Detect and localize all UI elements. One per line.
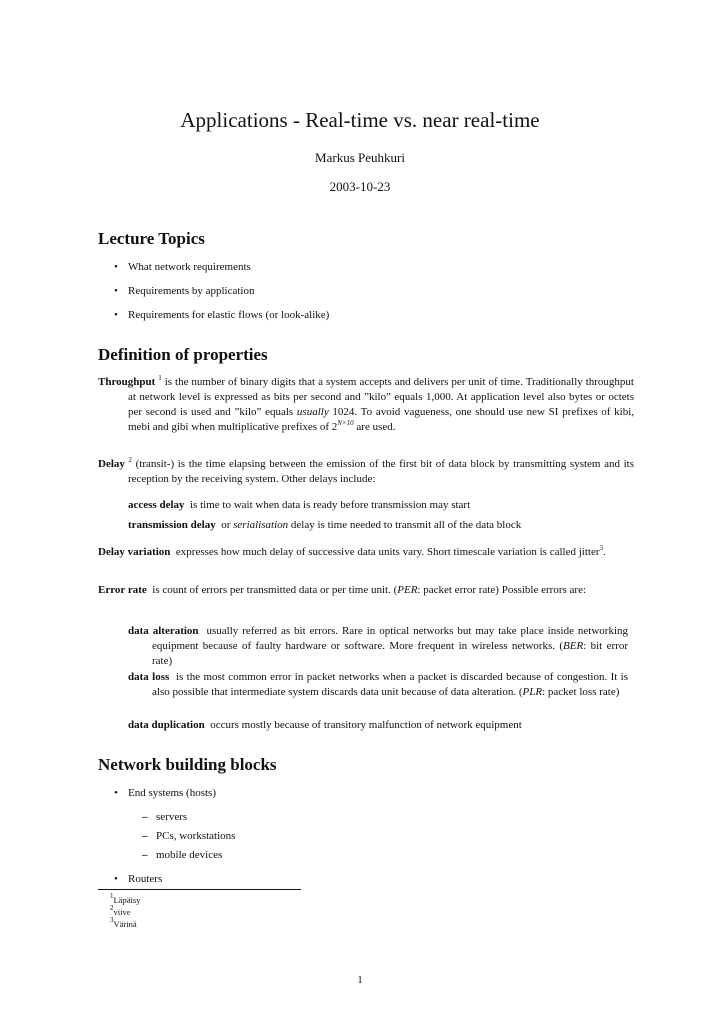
footnote-rule xyxy=(98,889,301,890)
definition-delay-variation: Delay variation expresses how much delay of successive data units vary. Short timescale variation is called jitter$^3$. xyxy=(98,544,606,558)
definition-error-rate: Error rate is count of errors per transmitted data or per time unit. (PER: packet error rate) Possible errors are: xyxy=(98,584,587,596)
list-item: – servers xyxy=(142,811,188,823)
definition-delay: Delay $^2$ (transit-) is the time elapsing between the emission of the first bit of data block by transmitting system and its reception by the receiving system. Other delays include: xyxy=(98,456,635,485)
author: Markus Peuhkuri xyxy=(315,150,405,165)
list-item: • Routers xyxy=(114,873,163,885)
section-heading-definitions: Definition of properties xyxy=(98,345,268,364)
dash-icon: – xyxy=(142,849,148,861)
section-heading-network-blocks: Network building blocks xyxy=(98,755,277,774)
section-heading-lecture-topics: Lecture Topics xyxy=(98,229,205,248)
bullet-icon: • xyxy=(114,873,118,885)
dash-icon: – xyxy=(142,830,148,842)
term: Throughput xyxy=(98,376,156,388)
footnote-mark: 3 xyxy=(599,544,603,552)
list-item: • End systems (hosts) xyxy=(114,787,216,799)
term: Delay xyxy=(98,458,125,470)
sub-definition-data-duplication: data duplication occurs mostly because of transitory malfunction of network equipment xyxy=(128,719,522,731)
bullet-icon: • xyxy=(114,309,118,321)
list-item: – mobile devices xyxy=(142,849,223,861)
list-item: • Requirements for elastic flows (or look-alike) xyxy=(114,309,330,321)
footnote: $^3$Värinä xyxy=(110,916,137,929)
footnote-mark: 2 xyxy=(128,456,133,464)
sub-definition-access-delay: access delay is time to wait when data is ready before transmission may start xyxy=(128,499,471,511)
term: Error rate xyxy=(98,584,147,596)
bullet-icon: • xyxy=(114,261,118,273)
list-item: • What network requirements xyxy=(114,261,251,273)
footnote: $^1$Läpäisy xyxy=(110,892,141,905)
page-title: Applications - Real-time vs. near real-time xyxy=(180,108,540,132)
list-item: • Requirements by application xyxy=(114,285,255,297)
sub-definition-data-loss: data loss is the most common error in packet networks when a packet is discarded because of congestion. It is also possible that intermediate system discards data unit because of data alteration. (PLR: packet loss rate) xyxy=(128,671,629,698)
footnote: $^2$viive xyxy=(110,904,131,917)
term: Delay variation xyxy=(98,546,171,558)
definition-throughput: Throughput $^1$ is the number of binary digits that a system accepts and delivers per unit of time. Traditionally throughput at network level is expressed as bits per second and ”kilo” equals 1,000. At application level also bytes or octets per second is used and ”kilo” equals usually 1024. To avoid vagueness, one should use new SI prefixes of kibi, mebi and gibi when multiplicative prefixes of $2^{N\times 10}$ are used. xyxy=(98,374,635,433)
dash-icon: – xyxy=(142,811,148,823)
sub-definition-transmission-delay: transmission delay or serialisation delay is time needed to transmit all of the data block xyxy=(128,519,522,531)
date: 2003-10-23 xyxy=(329,179,391,194)
bullet-icon: • xyxy=(114,285,118,297)
page-number: 1 xyxy=(357,974,363,986)
bullet-icon: • xyxy=(114,787,118,799)
sub-definition-data-alteration: data alteration usually referred as bit errors. Rare in optical networks but may take place inside networking equipment because of faulty hardware or software. More frequent in wireless networks. (BER: bit error rate) xyxy=(128,625,629,667)
list-item: – PCs, workstations xyxy=(142,830,236,842)
footnote-mark: 1 xyxy=(158,374,162,382)
